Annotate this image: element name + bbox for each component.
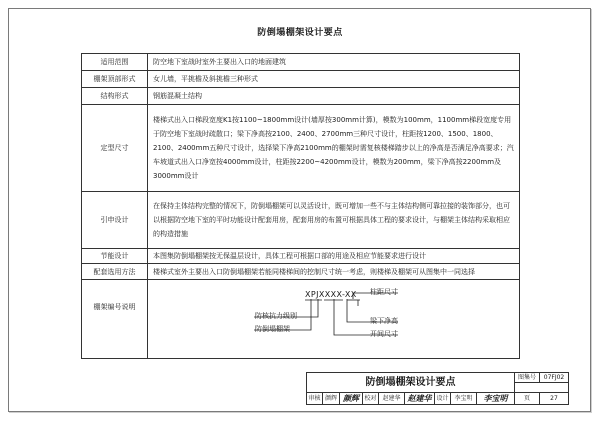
label-protection-level: 防核抗力级别: [255, 312, 297, 320]
table-row: [82, 192, 520, 249]
label-beam-clearance: 梁下净高: [370, 317, 398, 325]
designer-name: 李宝明: [451, 393, 477, 404]
page-number: 27: [550, 395, 558, 402]
design-points-table: [81, 53, 520, 359]
row-label-numbering: 棚架编号说明: [82, 280, 148, 359]
title-block-title: 防倒塌棚架设计要点: [307, 373, 515, 393]
label-column-spacing: 柱距尺寸: [370, 288, 398, 296]
table-row: [82, 105, 520, 192]
table-row: [82, 264, 520, 280]
reviewer-signature: 颜辉: [340, 393, 363, 404]
row-label-selection: 配套选用方法: [82, 264, 148, 280]
checker-signature: 赵建华: [405, 393, 435, 404]
checker-name: 赵建华: [379, 393, 405, 404]
row-label-roof-form: 棚架顶部形式: [82, 71, 148, 88]
document-title: 防倒塌棚架设计要点: [257, 28, 343, 38]
reviewer-name: 颜辉: [323, 393, 340, 404]
numbering-diagram: [148, 290, 519, 348]
row-label-scope: 适用范围: [82, 54, 148, 71]
label-collapse-shed: 防倒塌棚架: [255, 325, 290, 333]
row-content-selection: 楼梯式室外主要出入口防倒塌棚架若能同楼梯间的挖制尺寸统一考虑，则楼梯及棚架可从图集中一同选择: [148, 264, 520, 280]
page-label: 页: [515, 393, 540, 404]
row-label-structure: 结构形式: [82, 88, 148, 105]
signature-row: [307, 393, 568, 404]
row-content-roof-form: 女儿墙，平挑檐及斜挑檐三种形式: [148, 71, 520, 88]
atlas-number: 07FJ02: [540, 373, 568, 383]
table-row: [82, 71, 520, 88]
designer-signature: 李宝明: [477, 393, 515, 404]
design-label: 设计: [435, 393, 451, 404]
table-row: [82, 54, 520, 71]
row-label-energy: 节能设计: [82, 249, 148, 264]
atlas-number-label: 图集号: [515, 373, 540, 383]
row-content-dimensions: 楼梯式出入口梯段宽度K1按1100~1800mm设计(墙厚按300mm计算)，模数为100mm，1100mm梯段宽度专用于防空地下室战时疏散口；梁下净高按2100、2400、2700mm三种尺寸设计，柱距按1200、1500、1800、2100、2400mm五种尺寸设计，选择梁下净高2100mm的棚架时需复核楼梯踏步以上的净高是否满足净高要求；汽车坡道式出入口净宽按4000mm设计，柱距按2200~4200mm设计，模数为200mm，梁下净高按2200mm及3000mm设计: [148, 105, 520, 192]
row-content-energy: 本图集防倒塌棚架按无保温层设计，具体工程可根据口部的用途及相应节能要求进行设计: [148, 249, 520, 264]
check-label: 校对: [363, 393, 379, 404]
row-content-scope: 防空地下室战时室外主要出入口的地面建筑: [148, 54, 520, 71]
table-row: [82, 249, 520, 264]
review-label: 审核: [307, 393, 323, 404]
row-content-structure: 钢筋混凝土结构: [148, 88, 520, 105]
row-label-extended-design: 引申设计: [82, 192, 148, 249]
row-content-extended-design: 在保持主体结构完整的情况下，防倒塌棚架可以灵活设计，既可增加一些不与主体结构侧可靠拉接的装饰部分，也可以根据防空地下室的平时功能设计配套用房，配套用房的布置可根据具体工程的要求设计，与棚架主体结构采取相应的构造措施: [148, 192, 520, 249]
table-row: [82, 280, 520, 359]
label-opening-width: 开间尺寸: [370, 330, 398, 338]
table-row: [82, 88, 520, 105]
title-block: [306, 372, 569, 405]
row-label-dimensions: 定型尺寸: [82, 105, 148, 192]
numbering-code: XPJXXXX-XX: [305, 290, 357, 299]
